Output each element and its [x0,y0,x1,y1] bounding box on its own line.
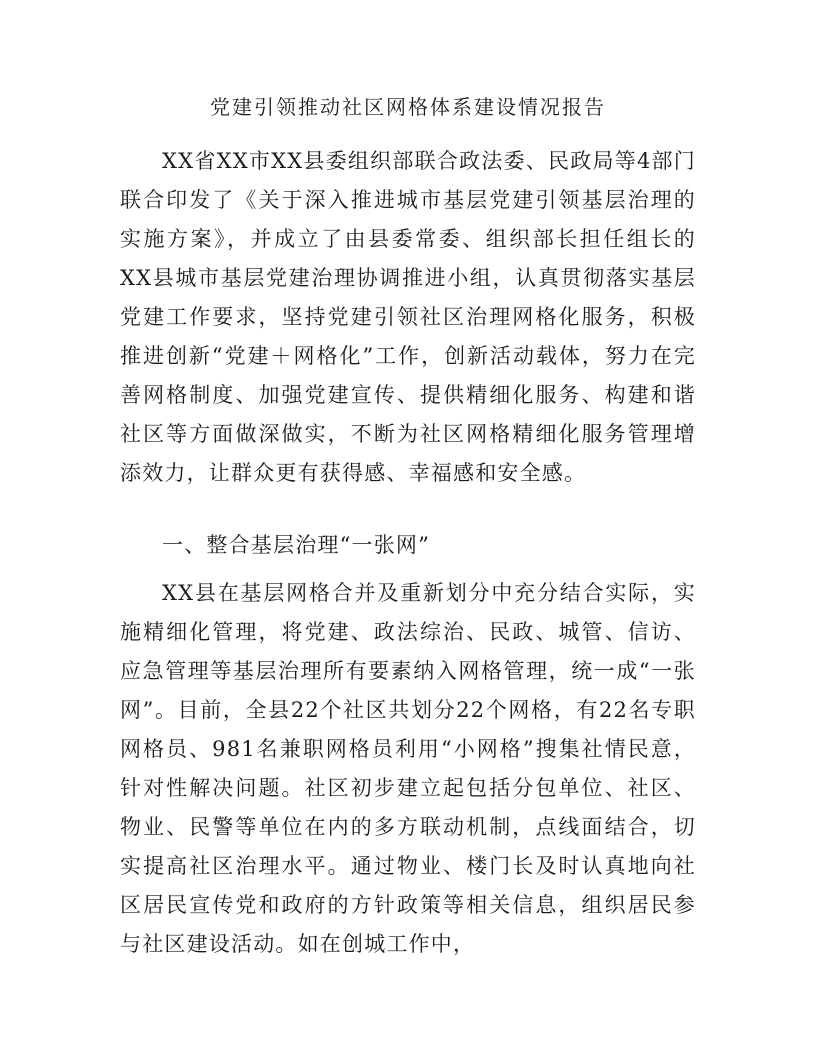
document-title: 党建引领推动社区网格体系建设情况报告 [210,95,606,119]
section-paragraph: XX县在基层网格合并及重新划分中充分结合实际，实施精细化管理，将党建、政法综治、民政、城管、信访、应急管理等基层治理所有要素纳入网格管理，统一成“一张网”。目前，全县22个社区共划分22个网格，有22名专职网格员、981名兼职网格员利用“小网格”搜集社情民意，针对性解决问题。社区初步建立起包括分包单位、社区、物业、民警等单位在内的多方联动机制，点线面结合，切实提高社区治理水平。通过物业、楼门长及时认真地向社区居民宣传党和政府的方针政策等相关信息，组织居民参与社区建设活动。如在创城工作中， [120,581,696,956]
section-heading: 一、整合基层治理“一张网” [162,533,431,557]
intro-paragraph: XX省XX市XX县委组织部联合政法委、民政局等4部门联合印发了《关于深入推进城市基层党建引领基层治理的实施方案》，并成立了由县委常委、组织部长担任组长的XX县城市基层党建治理协调推进小组，认真贯彻落实基层党建工作要求，坚持党建引领社区治理网格化服务，积极推进创新“党建＋网格化”工作，创新活动载体，努力在完善网格制度、加强党建宣传、提供精细化服务、构建和谐社区等方面做深做实，不断为社区网格精细化服务管理增添效力，让群众更有获得感、幸福感和安全感。 [120,149,696,485]
